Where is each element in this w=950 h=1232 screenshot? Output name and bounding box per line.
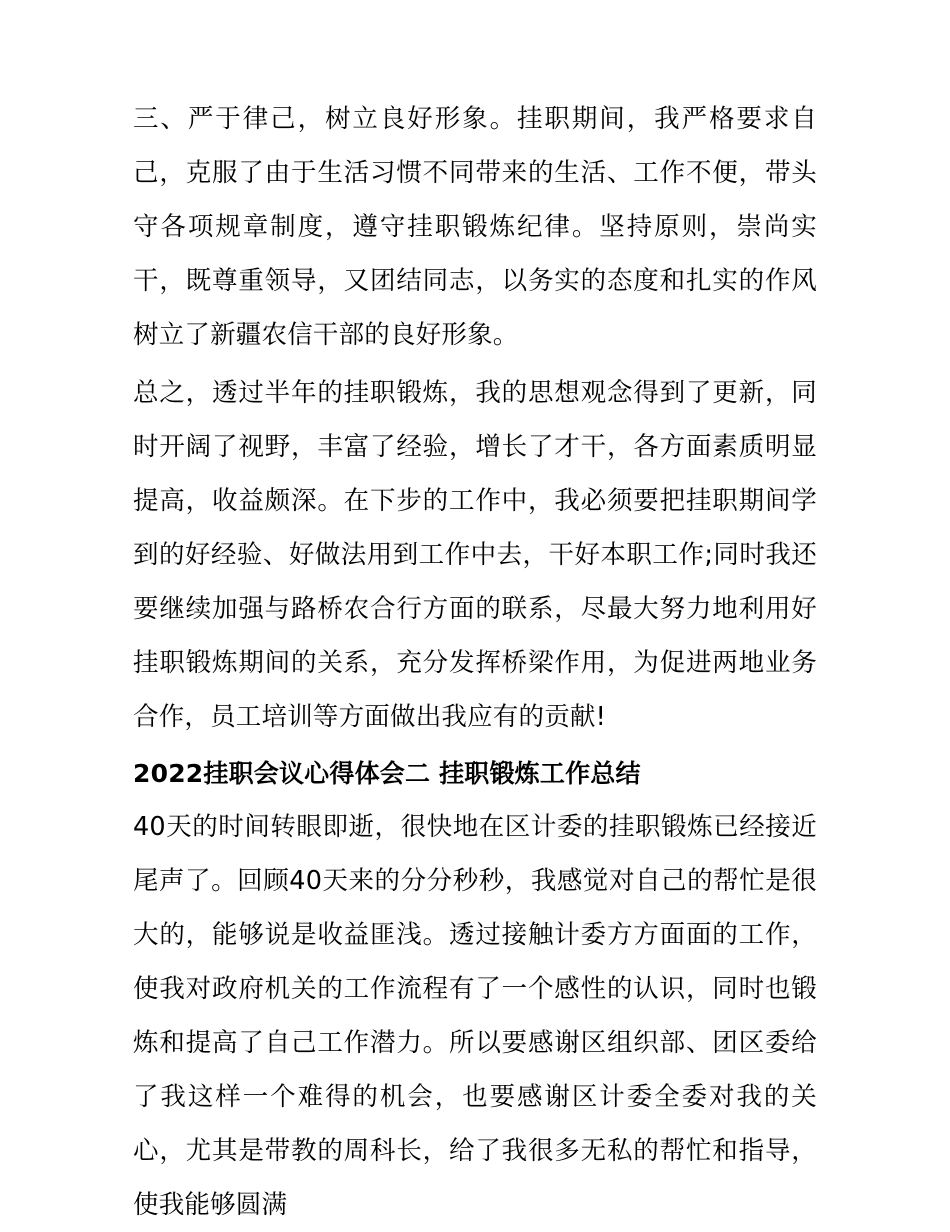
paragraph-forty-days: 40天的时间转眼即逝，很快地在区计委的挂职锻炼已经接近尾声了。回顾40天来的分分秒秒，我感觉对自己的帮忙是很大的，能够说是收益匪浅。透过接触计委方方面面的工作，使我对政府机关的工作流程有了一个感性的认识，同时也锻炼和提高了自己工作潜力。所以要感谢区组织部、团区委给了我这样一个难得的机会，也要感谢区计委全委对我的关心，尤其是带教的周科长，给了我很多无私的帮忙和指导，使我能够圆满 <box>133 812 817 1220</box>
paragraph-self-discipline: 三、严于律己，树立良好形象。挂职期间，我严格要求自己，克服了由于生活习惯不同带来的生活、工作不便，带头守各项规章制度，遵守挂职锻炼纪律。坚持原则，崇尚实干，既尊重领导，又团结同志，以务实的态度和扎实的作风树立了新疆农信干部的良好形象。 <box>133 104 817 350</box>
document-body <box>133 92 817 1232</box>
section-heading-part-two: 2022挂职会议心得体会二 挂职锻炼工作总结 <box>133 759 641 788</box>
paragraph-summary: 总之，透过半年的挂职锻炼，我的思想观念得到了更新，同时开阔了视野，丰富了经验，增长了才干，各方面素质明显提高，收益颇深。在下步的工作中，我必须要把挂职期间学到的好经验、好做法用到工作中去，干好本职工作;同时我还要继续加强与路桥农合行方面的联系，尽最大努力地利用好挂职锻炼期间的关系，充分发挥桥梁作用，为促进两地业务合作，员工培训等方面做出我应有的贡献! <box>133 378 817 732</box>
